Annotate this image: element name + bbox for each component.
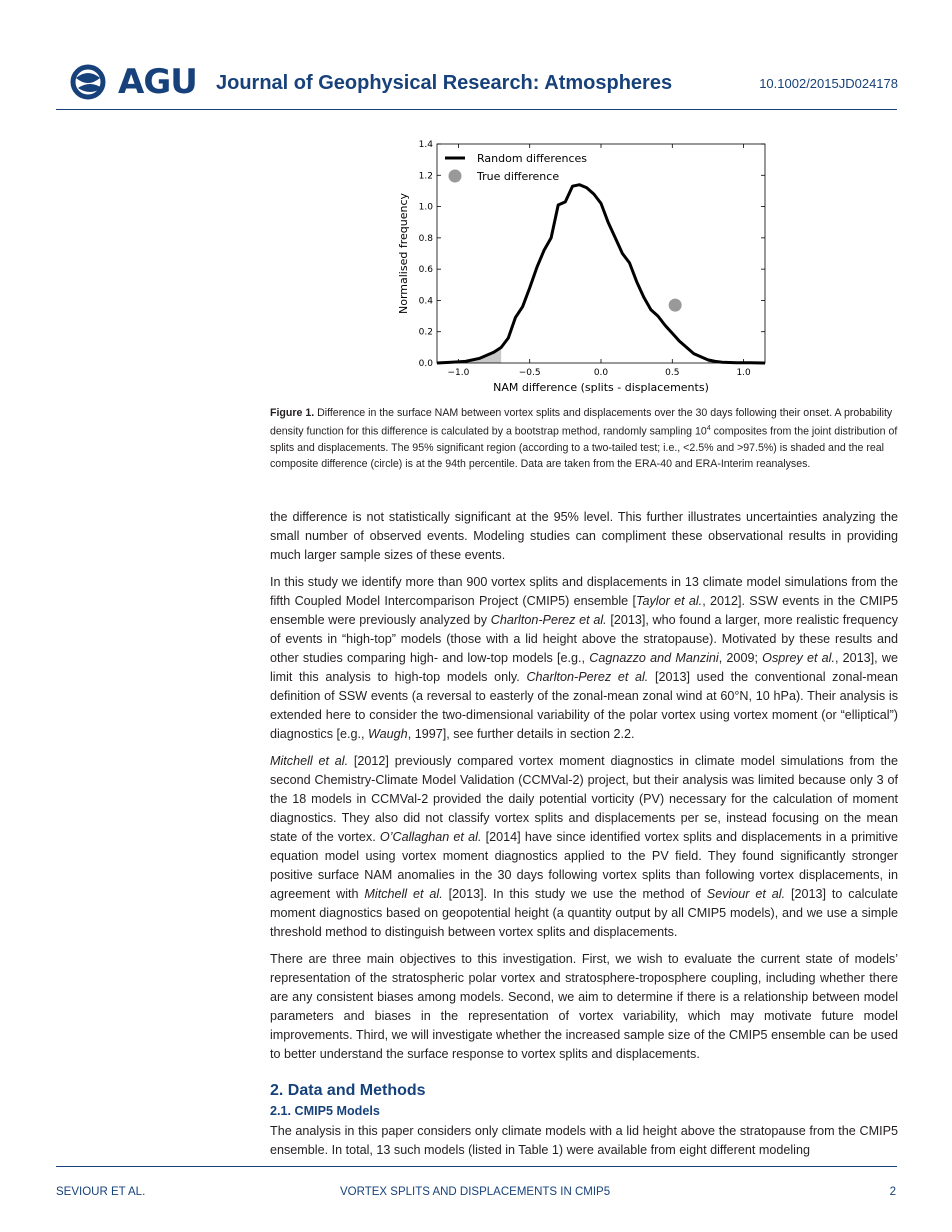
text-run: [2012] previously compared vortex moment diagnostics in climate model simulations from the second Chemistry-Climate Model Validation (CCMVal-2) project, but their analysis was limited because only 3 of the 18 models in CCMVal-2 provided the daily potential vorticity (PV) necessary for the calculation of moment diagnostics. They also did not classify vortex splits and displacements per se, instead focusing on the mean state of the vortex. xyxy=(270,754,898,844)
citation: Taylor et al. xyxy=(635,594,703,608)
citation: Charlton-Perez et al. xyxy=(526,670,649,684)
random-differences-line xyxy=(437,185,765,363)
y-tick-label: 1.0 xyxy=(418,202,433,213)
body-text xyxy=(270,508,898,1072)
page-header xyxy=(70,62,898,106)
agu-logo xyxy=(70,62,197,102)
subsection-title: 2.1. CMIP5 Models xyxy=(270,1104,380,1118)
header-rule xyxy=(56,109,897,110)
citation: Charlton-Perez et al. xyxy=(490,613,607,627)
doi: 10.1002/2015JD024178 xyxy=(759,76,898,91)
true-difference-point xyxy=(669,299,682,312)
y-tick-label: 0.0 xyxy=(418,359,433,369)
paragraph-5 xyxy=(270,1122,898,1168)
paragraph-4: There are three main objectives to this investigation. First, we wish to evaluate the current state of models’ representation of the stratospheric polar vortex and stratosphere-troposphere coupling, including whether there are any consistent biases among models. Second, we aim to determine if there is a relationship between model parameters and biases in the representation of vortex variability, which may motivate future model improvements. Third, we will investigate whether the increased sample size of the CMIP5 ensemble can be used to better understand the surface response to vortex splits and displacements. xyxy=(270,952,898,1061)
citation: O’Callaghan et al. xyxy=(379,830,482,844)
caption-text-2: composites from the joint distribution of splits and displacements. The 95% significant region (according to a two-tailed test; i.e., <2.5% and >97.5%) is shaded and the real composite difference (circle) is at the 94th percentile. Data are taken from the ERA-40 and ERA-Interim reanalyses. xyxy=(270,425,898,470)
citation: Osprey et al. xyxy=(762,651,835,665)
legend-label-true: True difference xyxy=(477,170,560,183)
y-tick-label: 0.2 xyxy=(418,327,433,338)
footer-authors: SEVIOUR ET AL. xyxy=(56,1186,146,1198)
section-title: 2. Data and Methods xyxy=(270,1082,426,1099)
text-run: [2013]. In this study we use the method of xyxy=(442,887,707,901)
x-tick-label: 0.0 xyxy=(593,368,609,378)
text-run: [2014] have since identified vortex splits and displacements in a primitive equation model using vortex moment diagnostics applied to the PV field. They found significantly stronger positive surface NAM anomalies in the 30 days following vortex splits than following vortex displacements, in agreement with xyxy=(270,830,898,901)
text-run: In this study we identify more than 900 vortex splits and displacements in 13 climate model simulations from the fifth Coupled Model Intercomparison Project (CMIP5) ensemble [ xyxy=(270,575,898,608)
x-tick-label: 0.5 xyxy=(665,368,680,378)
y-tick-label: 0.4 xyxy=(418,296,433,307)
agu-globe-icon xyxy=(70,64,114,100)
citation: Cagnazzo and Manzini xyxy=(589,651,719,665)
caption-sup: 4 xyxy=(706,425,711,432)
journal-title: Journal of Geophysical Research: Atmospheres xyxy=(216,72,673,94)
paragraph-1: the difference is not statistically significant at the 95% level. This further illustrates uncertainties analyzing the small number of observed events. Modeling studies can compliment these observational results in providing much larger sample sizes of these events. xyxy=(270,510,898,562)
citation: Waugh xyxy=(368,727,408,741)
paragraph-5-text: The analysis in this paper considers only climate models with a lid height above the stratopause from the CMIP5 ensemble. In total, 13 such models (listed in Table 1) were available from eight different modeling xyxy=(270,1124,898,1157)
figure-1 xyxy=(390,138,780,398)
footer-running-title: VORTEX SPLITS AND DISPLACEMENTS IN CMIP5 xyxy=(340,1186,611,1198)
text-run: [2013], who found a larger, more realistic frequency of events in “high-top” models (those with a lid height above the stratopause). Motivated by these results and other studies comparing high- and low-top models [e.g., xyxy=(270,613,898,665)
citation: Mitchell et al. xyxy=(270,754,349,768)
citation: Mitchell et al. xyxy=(364,887,443,901)
paragraph-3 xyxy=(270,752,898,942)
x-tick-label: −1.0 xyxy=(447,368,470,378)
text-run: , 2009; xyxy=(718,651,763,665)
footer-rule xyxy=(56,1166,897,1167)
paragraph-2 xyxy=(270,573,898,744)
text-run: , 2013], we limit this analysis to high-top models only. xyxy=(270,651,898,684)
x-tick-label: 1.0 xyxy=(736,368,751,378)
x-axis-label: NAM difference (splits - displacements) xyxy=(493,381,709,394)
text-run: , 2012]. SSW events in the CMIP5 ensemble were previously analyzed by xyxy=(270,594,898,627)
y-tick-label: 0.8 xyxy=(418,233,433,244)
figure-caption xyxy=(270,405,898,472)
y-tick-label: 0.6 xyxy=(418,265,433,276)
text-run: , 1997], see further details in section 2.2. xyxy=(407,727,635,741)
text-run: [2013] to calculate moment diagnostics based on geopotential height (a quantity output by all CMIP5 models), and we use a simple threshold method to distinguish between vortex splits and displacements. xyxy=(270,887,899,939)
text-run: [2013] used the conventional zonal-mean definition of SSW events (a reversal to easterly of the zonal-mean zonal wind at 60°N, 10 hPa). Their analysis is extended here to consider the two-dimensional variability of the polar vortex using vortex moment (or “elliptical”) diagnostics [e.g., xyxy=(270,670,898,741)
citation: Seviour et al. xyxy=(706,887,786,901)
y-tick-label: 1.2 xyxy=(418,171,433,182)
x-tick-label: −0.5 xyxy=(518,368,541,378)
y-axis-label: Normalised frequency xyxy=(397,192,410,315)
caption-text: Difference in the surface NAM between vortex splits and displacements over the 30 days following their onset. A probability density function for this difference is calculated by a bootstrap method, randomly sampling 10 xyxy=(270,407,893,438)
logo-text: AGU xyxy=(118,62,197,102)
chart-svg xyxy=(390,138,780,398)
caption-label: Figure 1. xyxy=(270,407,315,419)
y-tick-label: 1.4 xyxy=(418,140,433,150)
legend-label-random: Random differences xyxy=(477,152,587,165)
legend-point-swatch xyxy=(449,170,462,183)
footer-page-number: 2 xyxy=(889,1186,896,1198)
